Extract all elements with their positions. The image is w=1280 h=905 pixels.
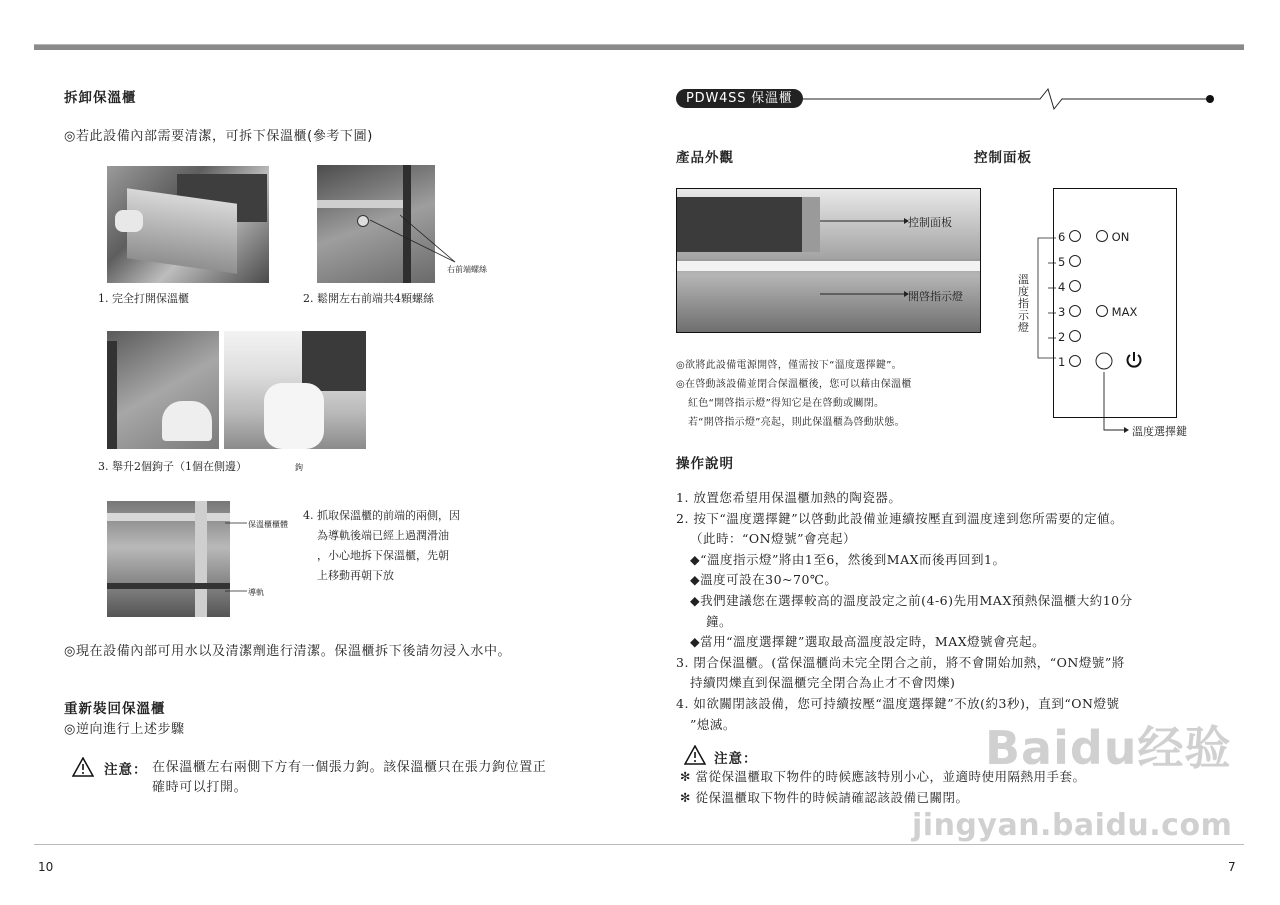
page-number-right: 7 (1228, 860, 1236, 874)
level-5-led-icon (1069, 255, 1081, 267)
appearance-title: 產品外觀 (676, 150, 734, 166)
level-3: 3 (1058, 305, 1081, 319)
caution-notes: ✻ 當從保溫櫃取下物件的時候應該特別小心，並適時使用隔熱用手套。 ✻ 從保溫櫃取下物件的時候請確認該設備已關閉。 (680, 769, 1086, 805)
watermark-url: jingyan.baidu.com (912, 808, 1233, 843)
screw-pointer (365, 210, 485, 270)
key-pointer (1100, 372, 1130, 436)
reinstall-text: ◎逆向進行上述步驟 (64, 722, 185, 737)
reinstall-title: 重新裝回保溫櫃 (64, 701, 166, 717)
caption-step4: 4. 抓取保溫櫃的前端的兩側，因 為導軌後端已經上過潤滑油 ，小心地拆下保溫櫃，先朝 上移動再朝下放 (303, 509, 460, 582)
level-4-led-icon (1069, 280, 1081, 292)
label-hook: 鉤 (295, 463, 303, 472)
warning-text: 在保溫櫃左右兩側下方有一個張力鉤。該保溫櫃只在張力鉤位置正 確時可以打開。 (152, 760, 547, 795)
power-icon (1128, 352, 1141, 367)
max-indicator: MAX (1096, 305, 1137, 319)
level-2-led-icon (1069, 330, 1081, 342)
on-led-icon (1096, 230, 1108, 242)
operation-title: 操作說明 (676, 456, 734, 472)
warning-icon (72, 757, 94, 777)
label-temperature-key: 溫度選擇鍵 (1132, 425, 1187, 438)
control-panel-title: 控制面板 (974, 150, 1032, 166)
label-screw: 右前端螺絲 (447, 265, 487, 274)
label-cabinet: 保溫櫃櫃體 (248, 520, 288, 529)
watermark-logo: Baidu经验 (985, 721, 1232, 775)
level-3-led-icon (1069, 305, 1081, 317)
product-badge: PDW4SS 保溫櫃 (676, 89, 803, 108)
photo-hooks (107, 331, 219, 449)
operation-steps: 1. 放置您希望用保溫櫃加熱的陶瓷器。 2. 按下“溫度選擇鍵”以啓動此設備並連續按壓直到溫度達到您所需要的定値。 （此時：“ON燈號”會亮起） ◆“溫度指示燈”將由1至6，然後到MAX而後再回到1。 ◆溫度可設在30~70℃。 ◆我們建議您在選擇較高的溫度設定之前(4-6)先用MAX預熱保溫櫃大約10分 鐘。 ◆當用“溫度選擇鍵”選取最高溫度設定時，MAX燈號會亮起。 3. 閉合保溫櫃。(當保溫櫃尚未完全閉合之前，將不會開始加熱，“ON燈號”將 持續閃爍直到保溫櫃完全閉合為止才不會閃爍) 4. 如欲關閉該設備，您可持續按壓“溫度選擇鍵”不放(約3秒)，直到“ON燈號 ”熄滅。 (676, 490, 1133, 732)
header-line (800, 85, 1220, 115)
photo-hook-closeup (224, 331, 366, 449)
level-4: 4 (1058, 280, 1081, 294)
label-indicator: 開啓指示燈 (908, 290, 963, 303)
power-info: ◎欲將此設備電源開啓，僅需按下“溫度選擇鍵”。 ◎在啓動該設備並閉合保溫櫃後，您可以藉由保溫櫃 紅色“開啓指示燈”得知它是在啓動或關閉。 若“開啓指示燈”亮起，則此保溫櫃為啓動狀態。 (676, 360, 912, 428)
bottom-rule (34, 844, 1244, 845)
label-control-panel: 控制面板 (908, 216, 952, 229)
rail-pointers (225, 515, 250, 600)
temperature-key[interactable] (1094, 351, 1144, 373)
remove-intro: ◎若此設備內部需要清潔，可拆下保溫櫃(參考下圖) (64, 129, 373, 144)
caption-step1: 1. 完全打開保溫櫃 (98, 292, 189, 305)
remove-drawer-title: 拆卸保溫櫃 (64, 90, 137, 106)
on-indicator: ON (1096, 230, 1129, 244)
photo-rail (107, 501, 230, 617)
photo-open-drawer (107, 166, 269, 283)
label-rail: 導軌 (248, 588, 264, 597)
clean-note: ◎現在設備內部可用水以及清潔劑進行清潔。保溫櫃拆下後請勿浸入水中。 (64, 644, 512, 659)
warning-label: 注意： (104, 762, 148, 778)
caution-label: 注意： (714, 751, 758, 767)
top-rule (34, 44, 1244, 50)
max-led-icon (1096, 305, 1108, 317)
level-1-led-icon (1069, 355, 1081, 367)
level-6: 6 (1058, 230, 1081, 244)
page-number-left: 10 (38, 860, 54, 874)
level-1: 1 (1058, 355, 1081, 369)
level-6-led-icon (1069, 230, 1081, 242)
level-2: 2 (1058, 330, 1081, 344)
caution-icon (684, 745, 706, 765)
indicator-side-label: 溫 度 指 示 燈 (1018, 273, 1029, 334)
caption-step2: 2. 鬆開左右前端共4顆螺絲 (303, 292, 434, 305)
caption-step3: 3. 舉升2個鉤子（1個在側邊） (98, 460, 247, 473)
photo-pointers (820, 215, 910, 305)
indicator-bracket (1030, 230, 1060, 370)
level-5: 5 (1058, 255, 1081, 269)
